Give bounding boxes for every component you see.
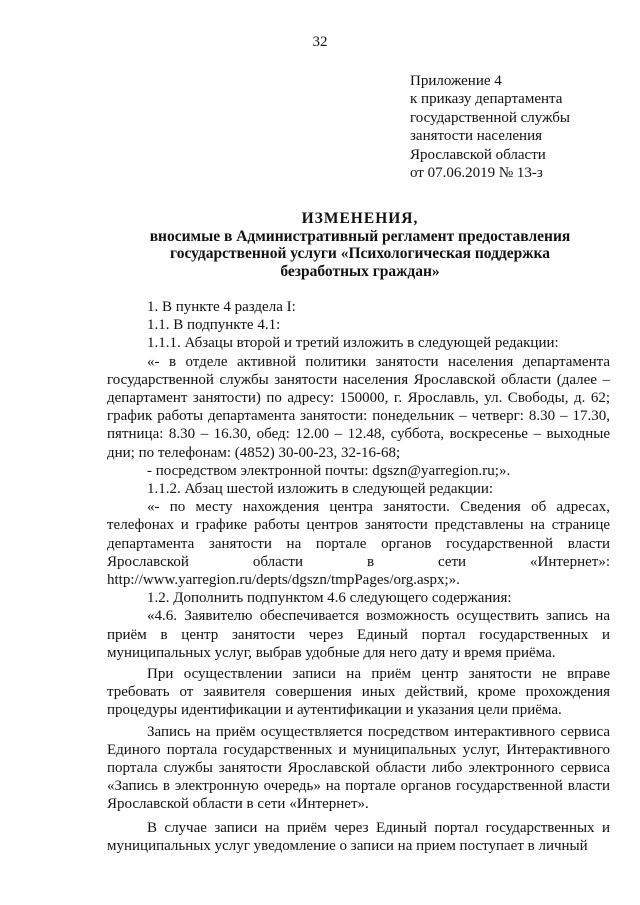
paragraph: 1.1.1. Абзацы второй и третий изложить в следующей редакции: xyxy=(147,335,559,352)
document-body xyxy=(107,298,610,855)
appendix-line: к приказу департамента xyxy=(410,91,563,108)
page-number: 32 xyxy=(312,34,328,50)
paragraph: «4.6. Заявителю обеспечивается возможность осуществить запись на приём в центр занятости через Единый портал государственных и муниципальных услуг, выбрав удобные для него дату и время приёма. xyxy=(107,608,610,661)
appendix-line: государственной службы xyxy=(410,109,570,126)
heading-title: ИЗМЕНЕНИЯ, xyxy=(301,210,419,227)
appendix-header xyxy=(410,72,625,182)
paragraph: Запись на приём осуществляется посредством интерактивного сервиса Единого портала государственных и муниципальных услуг, Интерактивного портала службы занятости Ярославской области либо электронного сервиса «Запись в электронную очередь» на портале органов государственной власти Ярославской области в сети «Интернет». xyxy=(107,723,610,813)
paragraph: - посредством электронной почты: dgszn@yarregion.ru;». xyxy=(147,462,511,479)
appendix-line: Приложение 4 xyxy=(410,73,502,89)
heading-line: вносимые в Административный регламент предоставления xyxy=(149,227,571,245)
appendix-line: от 07.06.2019 № 13-з xyxy=(410,165,543,182)
appendix-line: Ярославской области xyxy=(410,146,546,163)
heading-line: безработных граждан» xyxy=(280,262,440,280)
paragraph: «- в отделе активной политики занятости населения департамента государственной службы занятости населения Ярославской области (далее – департамент занятости) по адресу: 150000, г. Ярославль, ул. Свободы, д. 62; график работы департамента занятости: понедельник – четверг: 8.30 – 17.30, пятница: 8.30 – 16.30, обед: 12.00 – 12.48, суббота, воскресенье – выходные дни; по телефонам: (4852) 30-00-23, 32-16-68; xyxy=(107,353,610,461)
url-line: http://www.yarregion.ru/depts/dgszn/tmpPages/org.aspx;». xyxy=(107,572,460,589)
heading-line: государственной услуги «Психологическая поддержка xyxy=(170,245,550,262)
paragraph: «- по месту нахождения центра занятости. Сведения об адресах, телефонах и графике работы центров занятости представлены на странице департамента занятости на портале органов государственной власти Ярославской области в сети «Интернет»: xyxy=(107,499,610,570)
document-heading xyxy=(110,210,610,280)
paragraph: 1. В пункте 4 раздела I: xyxy=(147,299,296,315)
paragraph: В случае записи на приём через Единый портал государственных и муниципальных услуг уведомление о записи на прием поступает в личный xyxy=(107,819,610,854)
appendix-line: занятости населения xyxy=(410,128,543,145)
paragraph: 1.2. Дополнить подпунктом 4.6 следующего содержания: xyxy=(147,590,512,607)
paragraph: При осуществлении записи на приём центр занятости не вправе требовать от заявителя совершения иных действий, кроме прохождения процедуры идентификации и аутентификации и указания цели приёма. xyxy=(107,666,610,719)
paragraph: 1.1. В подпункте 4.1: xyxy=(147,317,281,334)
paragraph: 1.1.2. Абзац шестой изложить в следующей редакции: xyxy=(147,481,494,498)
